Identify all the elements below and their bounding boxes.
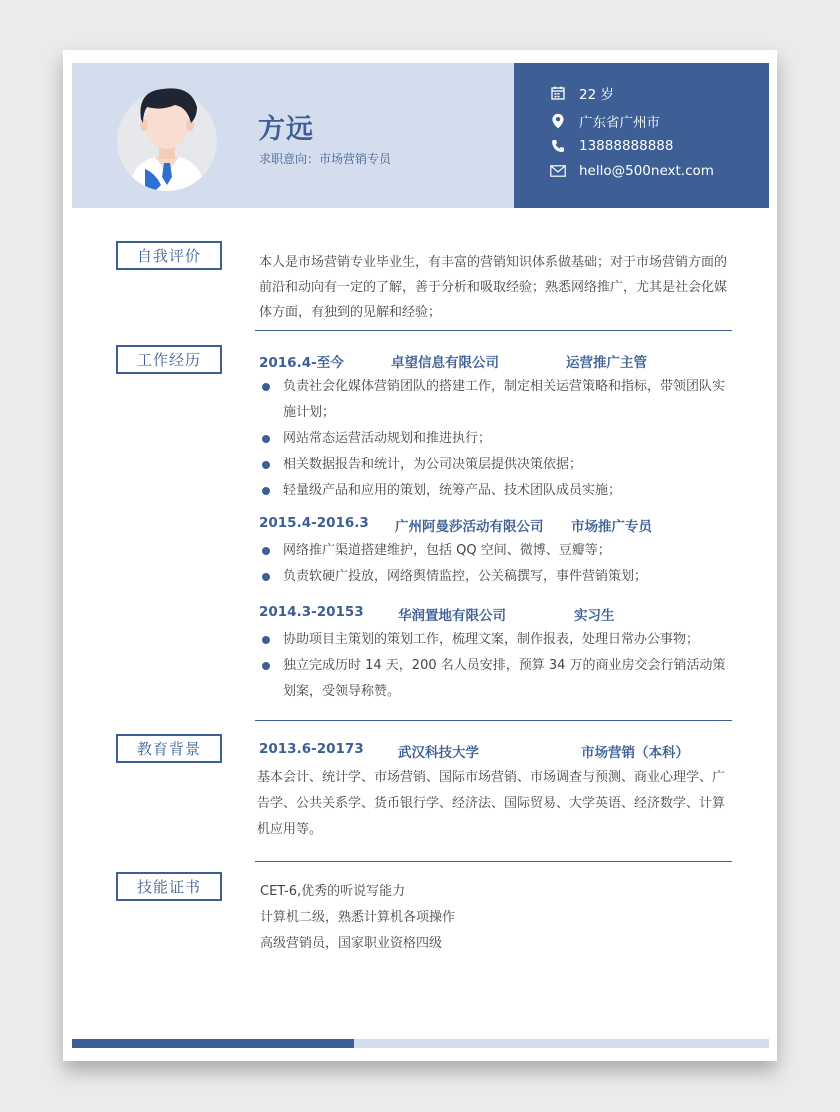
section-label-skills: 技能证书 — [116, 872, 222, 901]
list-item: 相关数据报告和统计，为公司决策层提供决策依据； — [259, 452, 729, 478]
list-item: 负责软硬广投放，网络舆情监控，公关稿撰写，事件营销策划； — [259, 564, 729, 590]
list-item: 独立完成历时 14 天，200 名人员安排，预算 34 万的商业房交会行销活动策划案，受领导称赞。 — [259, 653, 729, 705]
section-label-education: 教育背景 — [116, 734, 222, 763]
list-item: 网络推广渠道搭建维护，包括 QQ 空间、微博、豆瓣等； — [259, 538, 729, 564]
job-header: 2016.4-至今 卓望信息有限公司 运营推广主管 — [259, 355, 647, 371]
list-item: 负责社会化媒体营销团队的搭建工作，制定相关运营策略和指标，带领团队实施计划； — [259, 374, 729, 426]
contact-location: 广东省广州市 — [550, 111, 660, 131]
education-header: 2013.6-20173 武汉科技大学 市场营销（本科） — [259, 741, 689, 761]
divider — [255, 330, 732, 331]
footer-bar-dark — [72, 1039, 354, 1048]
list-item: 协助项目主策划的策划工作，梳理文案，制作报表，处理日常办公事物； — [259, 627, 729, 653]
header-profile-panel — [72, 63, 514, 208]
job-header: 2014.3-20153 华润置地有限公司 实习生 — [259, 604, 615, 624]
footer-bar-light — [354, 1039, 769, 1048]
calendar-icon — [550, 85, 566, 101]
skills-list — [260, 879, 730, 957]
education-courses: 基本会计、统计学、市场营销、国际市场营销、市场调查与预测、商业心理学、广告学、公共关系学、货币银行学、经济法、国际贸易、大学英语、经济数学、计算机应用等。 — [257, 770, 726, 837]
job-duties-list — [259, 627, 729, 705]
list-item: 高级营销员，国家职业资格四级 — [260, 936, 443, 951]
list-item: 轻量级产品和应用的策划，统筹产品、技术团队成员实施； — [259, 478, 729, 504]
list-item: CET-6,优秀的听说写能力 — [260, 884, 406, 899]
section-label-self-eval: 自我评价 — [116, 241, 222, 270]
contact-phone: 13888888888 — [550, 136, 673, 156]
divider — [255, 720, 732, 721]
envelope-icon — [550, 163, 566, 179]
section-label-work: 工作经历 — [116, 345, 222, 374]
job-intent: 求职意向：市场营销专员 — [259, 152, 392, 166]
candidate-name: 方远 — [258, 114, 314, 145]
job-duties-list — [259, 374, 729, 504]
contact-email: hello@500next.com — [550, 161, 714, 181]
location-pin-icon — [550, 113, 566, 129]
resume-page — [63, 50, 777, 1061]
resume-header — [72, 63, 769, 208]
self-eval-text: 本人是市场营销专业毕业生，有丰富的营销知识体系做基础；对于市场营销方面的前沿和动向有一定的了解，善于分析和吸取经验；熟悉网络推广，尤其是社会化媒体方面，有独到的见解和经验； — [259, 255, 728, 320]
contact-age: 22 岁 — [550, 83, 614, 103]
job-header: 2015.4-2016.3 广州阿曼莎活动有限公司 市场推广专员 — [259, 515, 652, 535]
avatar-icon — [115, 77, 219, 191]
divider — [255, 861, 732, 862]
phone-icon — [550, 138, 566, 154]
list-item: 计算机二级，熟悉计算机各项操作 — [260, 910, 456, 925]
list-item: 网站常态运营活动规划和推进执行； — [259, 426, 729, 452]
header-contact-panel — [514, 63, 769, 208]
job-duties-list — [259, 538, 729, 590]
